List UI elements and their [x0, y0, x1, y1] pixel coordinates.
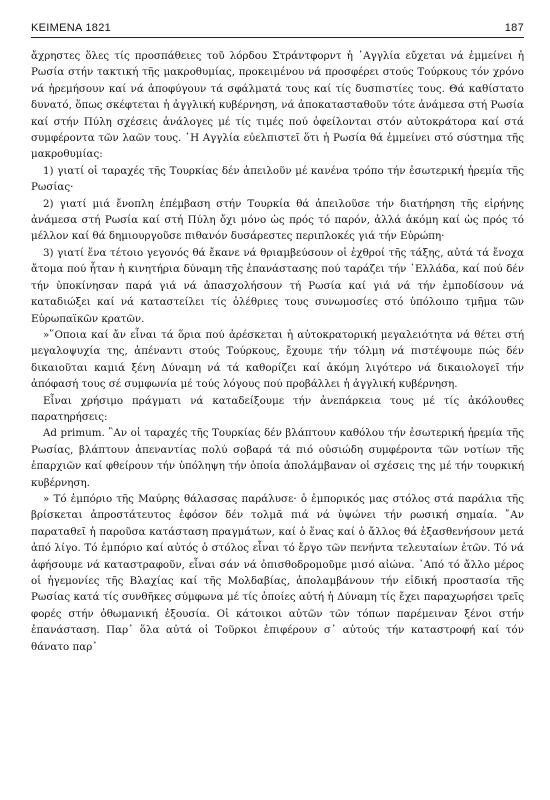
paragraph-continuation: ἄχρηστες ὅλες τίς προσπάθειες τοῦ λόρδου Στράντφορντ ἡ ᾿Αγγλία εὔχεται νά ἐμμείνει ἡ Ρωσία στήν τακτική τῆς μακροθυμίας, προκειμένου νά προσφέρει στούς Τούρκους τόν χρόνο νά ἠρεμήσουν καί νά ἀποφύγουν τά σφάλματά τους καί τίς δυσπιστίες τους. Θά καθίστατο δυνατό, ὅπως σκέφτεται ἡ ἀγγλική κυβέρνηση, νά ἀποκατασταθοῦν τότε ἀνάμεσα στή Ρωσία καί στήν Πύλη σχέσεις ἀνάλογες μέ τίς τιμές πού ὀφείλονται στόν αὐτοκράτορα καί στά συμφέροντα τῶν λαῶν τους. ῾Η Αγγλία εὐελπιστεῖ ὅτι ἡ Ρωσία θά ἐμμείνει στό σύστημα τῆς μακροθυμίας: [31, 50, 524, 161]
page-number: 187 [504, 22, 524, 34]
paragraph-observations-intro: Εἶναι χρήσιμο πράγματι νά καταδείξουμε τήν ἀνεπάρκεια τους μέ τίς ἀκόλουθες παρατηρήσεις: [31, 394, 524, 423]
paragraph-ad-primum: Ad primum. ῍Αν οἱ ταραχές τῆς Τουρκίας δέν βλάπτουν καθόλου τήν ἐσωτερική ἠρεμία τῆς Ρωσίας, βλάπτουν ἀπεναντίας πολύ σοβαρά τά πιό οὐσιώδη συμφέροντα τῶν νοτίων τῆς ἐπαρχιῶν καί φθείρουν τήν ὑπόληψη τήν ὁποία ἀπολάμβαναν οἱ σχέσεις της μέ τήν τουρκική κυβέρνηση. [31, 427, 524, 489]
running-head [31, 22, 524, 38]
paragraph-black-sea-trade: » Τό ἐμπόριο τῆς Μαύρης θάλασσας παράλυσε· ὁ ἐμπορικός μας στόλος στά παράλια τῆς βρίσκεται ἀπροστάτευτος ἐφόσον δέν τολμᾶ πιά νά ὑψώνει τήν ρωσική σημαία. ῎Αν παραταθεῖ ἡ παροῦσα κατάσταση πραγμάτων, καί ὁ ἕνας καί ὁ ἄλλος θά ἐξασθενήσουν μετά ἀπό λίγο. Τό ἐμπόριο καί αὐτός ὁ στόλος εἶναι τό ἔργο τῶν πενήντα τελευταίων ἐτῶν. Τό νά ἀφήσουμε νά καταστραφοῦν, εἶναι σάν νά ὀπισθοδρομοῦμε μισό αἰώνα. ᾿Από τό ἄλλο μέρος οἱ ἡγεμονίες τῆς Βλαχίας καί τῆς Μολδαβίας, ἀπολαμβάνουν τήν εἰδική προστασία τῆς Ρωσίας κατά τίς συνθῆκες σύμφωνα μέ τίς ὁποίες αὐτή ἡ Δύναμη τίς ἔχει παραχωρήσει τρεῖς φορές στήν ὀθωμανική ἐξουσία. Οἱ κάτοικοι αὐτῶν τῶν τόπων παρέμειναν ξένοι στήν ἐπανάσταση. Παρ᾿ ὅλα αὐτά οἱ Τοῦρκοι ἐπιφέρουν σ᾿ αὐτούς τήν καταστροφή καί τόν θάνατο παρ᾿ [31, 492, 524, 653]
running-head-title: ΚΕΙΜΕΝΑ 1821 [31, 22, 112, 34]
body-text [31, 48, 524, 655]
paragraph-quote: »῞Οποια καί ἄν εἶναι τά ὅρια πού ἀρέσκεται ἡ αὐτοκρατορική μεγαλειότητα νά θέτει στή μεγαλοψυχία της, ἀπέναντι στούς Τούρκους, ἔχουμε τήν τόλμη νά πιστέψουμε πώς δέν δικαιοῦται καμιά ξένη Δύναμη νά τά καθορίζει καί ἀκόμη λιγότερο νά δικαιολογεῖ τήν ἀπόφασή τους σέ συμφωνία μέ τούς λόγους πού προβάλλει ἡ ἀγγλική κυβέρνηση. [31, 328, 524, 391]
paragraph-point-3: 3) γιατί ἕνα τέτοιο γεγονός θά ἔκανε νά θριαμβεύσουν οἱ ἐχθροί τῆς τάξης, αὐτά τά ἔνοχα ἄτομα πού ἦταν ἡ κινητήρια δύναμη τῆς ἐπανάστασης πού ταράζει τήν ῾Ελλάδα, καί πού δέν τήν ὑποκίνησαν παρά γιά νά ἀπασχολήσουν τή Ρωσία καί γιά νά τήν ἐμποδίσουν νά καταδιώξει καί νά καταστείλει τίς ὀλέθριες τους συνωμοσίες στό ὑπόλοιπο τμῆμα τῶν Εὐρωπαϊκῶν κρατῶν. [31, 246, 524, 325]
paragraph-point-1: 1) γιατί οἱ ταραχές τῆς Τουρκίας δέν ἀπειλοῦν μέ κανένα τρόπο τήν ἐσωτερική ἠρεμία τῆς Ρωσίας· [31, 164, 524, 194]
paragraph-point-2: 2) γιατί μιά ἔνοπλη ἐπέμβαση στήν Τουρκία θά ἀπειλοῦσε τήν διατήρηση τῆς εἰρήνης ἀνάμεσα στή Ρωσία καί στή Πύλη ὄχι μόνο ὡς πρός τό παρόν, ἀλλά ἀκόμη καί ὡς πρός τό μέλλον καί θά δημιουργοῦσε πιθανόν δυσάρεστες περιπλοκές γιά τήν Εὐρώπη· [31, 197, 524, 243]
book-page [31, 22, 524, 655]
